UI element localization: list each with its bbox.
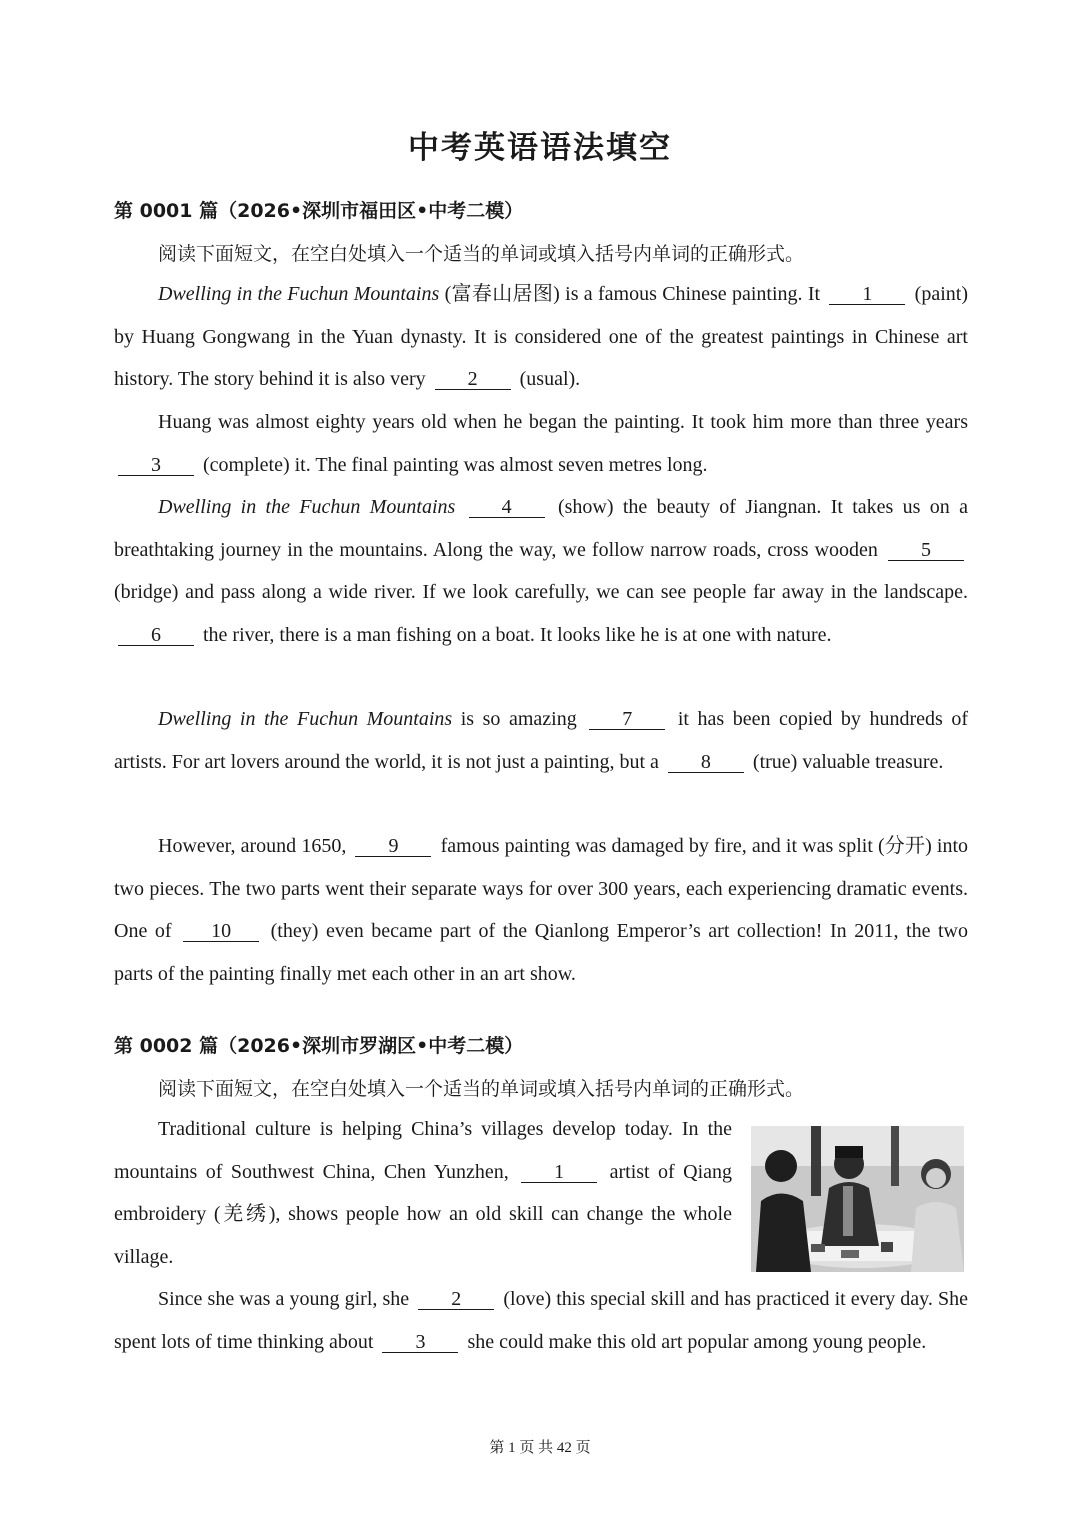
text: she could make this old art popular among young people. <box>462 1330 927 1353</box>
passage-2-heading: 第 0002 篇（2026•深圳市罗湖区•中考二模） <box>114 1035 524 1057</box>
embroidery-photo-illustration <box>751 1126 964 1272</box>
text: (love) this special skill and has practiced it every day. She spent lots of time thinking about <box>114 1288 968 1353</box>
text: However, around 1650, <box>158 835 352 857</box>
blank-6[interactable]: 6 <box>118 625 194 646</box>
blank-2[interactable]: 2 <box>435 369 511 390</box>
text: (paint) by Huang Gongwang in the Yuan dynasty. It is considered one of the greatest paintings in Chinese art history. The story behind it is also very <box>114 283 968 390</box>
blank-5[interactable]: 5 <box>888 540 964 561</box>
text: Huang was almost eighty years old when he began the painting. It took him more than three years <box>158 411 968 433</box>
embroidery-photo <box>751 1126 964 1272</box>
passage-1-paragraph-2 <box>114 401 968 486</box>
page-footer: 第 1 页 共 42 页 <box>489 1440 591 1456</box>
passage-2-paragraph-1 <box>114 1108 732 1278</box>
text: (they) even became part of the Qianlong Emperor’s art collection! In 2011, the two parts of the painting finally met each other in an art show. <box>114 920 968 985</box>
text: Since she was a young girl, she <box>158 1288 415 1310</box>
text: (usual). <box>514 368 581 390</box>
text: artist of Qiang embroidery (羌绣), shows people how an old skill can change the whole village. <box>114 1160 733 1268</box>
text: (complete) it. The final painting was almost seven metres long. <box>198 453 708 476</box>
text: famous painting was damaged by fire, and it was split (分开) into two pieces. The two parts went their separate ways for over 300 years, each experiencing dramatic events. One of <box>114 835 969 942</box>
text: is so amazing <box>452 708 586 730</box>
blank-1[interactable]: 1 <box>829 284 905 305</box>
blank-8[interactable]: 8 <box>668 752 744 773</box>
blank-2-1[interactable]: 1 <box>521 1162 597 1183</box>
passage-1-heading: 第 0001 篇（2026•深圳市福田区•中考二模） <box>114 200 524 222</box>
painting-title: Dwelling in the Fuchun Mountains <box>158 708 453 730</box>
painting-title: Dwelling in the Fuchun Mountains <box>158 283 440 305</box>
passage-1-paragraph-1 <box>114 273 968 401</box>
blank-4[interactable]: 4 <box>469 497 545 518</box>
text: the river, there is a man fishing on a boat. It looks like he is at one with nature. <box>198 623 832 646</box>
text: it has been copied by hundreds of artists. For art lovers around the world, it is not just a painting, but a <box>114 708 968 773</box>
text: (true) valuable treasure. <box>747 750 944 773</box>
page-title: 中考英语语法填空 <box>408 130 672 166</box>
passage-2-paragraph-2 <box>114 1278 968 1363</box>
text: (show) the beauty of Jiangnan. It takes us on a breathtaking journey in the mountains. Along the way, we follow narrow roads, cross wooden <box>114 496 969 561</box>
passage-1-instruction: 阅读下面短文，在空白处填入一个适当的单词或填入括号内单词的正确形式。 <box>158 243 805 265</box>
passage-2-instruction: 阅读下面短文，在空白处填入一个适当的单词或填入括号内单词的正确形式。 <box>158 1078 805 1100</box>
blank-2-3[interactable]: 3 <box>382 1332 458 1353</box>
blank-7[interactable]: 7 <box>589 709 665 730</box>
blank-2-2[interactable]: 2 <box>418 1289 494 1310</box>
text: Traditional culture is helping China’s villages develop today. In the mountains of Southwest China, Chen Yunzhen, <box>114 1118 732 1183</box>
passage-1-paragraph-4 <box>114 698 968 783</box>
painting-title: Dwelling in the Fuchun Mountains <box>158 496 456 518</box>
passage-1-paragraph-3 <box>114 486 968 656</box>
blank-10[interactable]: 10 <box>183 921 259 942</box>
blank-3[interactable]: 3 <box>118 455 194 476</box>
passage-1-paragraph-5 <box>114 825 968 995</box>
text: (bridge) and pass along a wide river. If we look carefully, we can see people far away in the landscape. <box>114 581 968 603</box>
blank-9[interactable]: 9 <box>355 836 431 857</box>
text: (富春山居图) is a famous Chinese painting. It <box>439 283 826 305</box>
